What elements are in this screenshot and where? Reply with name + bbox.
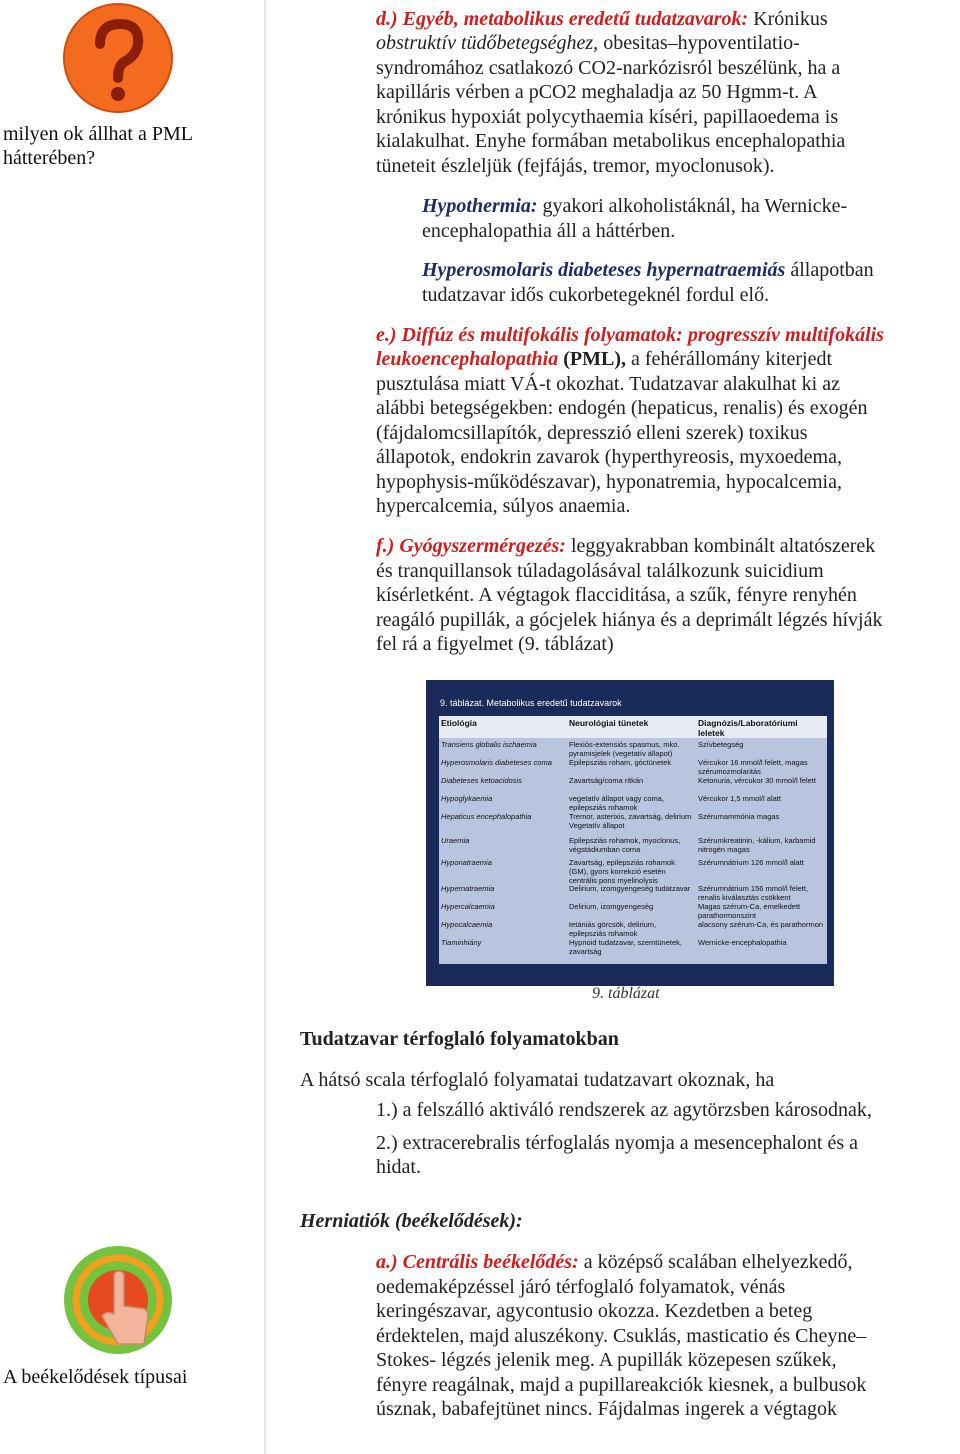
table-cell-diagnosis: Vércukor 1,5 mmol/l alatt (698, 794, 781, 803)
question-mark-icon (62, 2, 174, 114)
pml-question-note: milyen ok állhat a PML hátterében? (3, 123, 193, 169)
metabolic-table-figure (426, 680, 834, 986)
herniation-line-2: oedemaképzéssel járó térfoglaló folyamatok, vénás (376, 1276, 786, 1298)
table-cell-diagnosis: alacsony szérum-Ca, és parathormon (698, 920, 824, 929)
section-f-line-5: fel rá a figyelmet (9. táblázat) (376, 633, 614, 655)
table-cell-etiology: Hypernatraemia (441, 884, 495, 893)
table-cell-etiology: Transiens globalis ischaemia (441, 740, 537, 749)
space-occupying-intro: A hátsó scala térfoglaló folyamatai tudatzavart okoznak, ha (300, 1069, 775, 1091)
table-header-etiology: Etiológia (441, 718, 477, 728)
table-title: 9. táblázat. Metabolikus eredetű tudatzavarok (440, 698, 622, 708)
herniation-line-1: a.) Centrális beékelődés: a középső scalában elhelyezkedő, (376, 1251, 853, 1273)
table-cell-symptoms: Delirium, izomgyengeség (569, 902, 654, 911)
section-f-line-2: és tranquillansok túladagolásával találkozunk suicidium (376, 560, 824, 582)
table-cell-diagnosis: Magas szérum-Ca, emelkedett parathormonszint (698, 902, 801, 920)
table-cell-symptoms: tetániás görcsök, delirium, epilepsziás rohamok (569, 920, 657, 938)
table-cell-diagnosis: Ketonuria, vércukor 30 mmol/l felett (698, 776, 816, 785)
table-cell-etiology: Hypoglykaemia (441, 794, 493, 803)
table-cell-etiology: Diabeteses ketoacidosis (441, 776, 522, 785)
section-d-line-6: kialakulhat. Enyhe formában metabolikus encephalopathia (376, 130, 846, 152)
space-occupying-item-2-cont: hidat. (376, 1156, 421, 1178)
herniation-line-5: Stokes- légzés jelenik meg. A pupillák közepesen szűkek, (376, 1349, 837, 1371)
table-cell-diagnosis: Szérumammónia magas (698, 812, 780, 821)
central-herniation-label: a.) Centrális beékelődés: (376, 1251, 579, 1273)
table-header (439, 716, 827, 738)
section-d-line-4: kapilláris vérben a pCO2 meghaladja az 50 Hgmm-t. A (376, 81, 818, 103)
metabolic-table (439, 716, 827, 964)
table-cell-symptoms: Epilepsziás roham, góctünetek (569, 758, 672, 767)
section-e-line-4: alábbi betegségekben: endogén (hepaticus, renalis) és exogén (376, 397, 868, 419)
table-cell-symptoms: Epilepsziás rohamok, myoclonus, végstádiumban coma (569, 836, 681, 854)
space-occupying-item-2: 2.) extracerebralis térfoglalás nyomja a mesencephalont és a (376, 1132, 859, 1154)
section-f-line-3: kísérletként. A végtagok flacciditása, a szűk, fényre renyhén (376, 584, 857, 606)
section-e-line-6: állapotok, endokrin zavarok (hyperthyreosis, myxoedema, (376, 446, 842, 468)
table-header-symptoms: Neurológiai tünetek (569, 718, 649, 728)
table-cell-diagnosis: Vércukor 16 mmol/l felett, magas szérumozmolaritás (698, 758, 808, 776)
table-cell-symptoms: Flexiós-extensiós spasmus, mko. pyramisjelek (vegetatív állapot) (569, 740, 680, 758)
table-cell-symptoms: vegetatív állapot vagy coma, epilepsziás rohamok (569, 794, 665, 812)
table-cell-diagnosis: Szérumnátrium 126 mmol/l alatt (698, 858, 804, 867)
section-e-line-2: leukoencephalopathia (PML), a fehérállomány kiterjedt (376, 348, 833, 370)
hyperosmolar-line-1: Hyperosmolaris diabeteses hypernatraemiás állapotban (422, 259, 874, 281)
section-d-line-5: krónikus hypoxiát polycythaemia kíséri, papillaoedema is (376, 106, 839, 128)
section-e-label: e.) Diffúz és multifokális folyamatok: progresszív multifokális (376, 324, 884, 346)
table-cell-etiology: Hypercalcaemia (441, 902, 495, 911)
table-cell-symptoms: Tremor, asterixis, zavartság, delirium Vegetatív állapot (569, 812, 692, 830)
table-cell-etiology: Uraemia (441, 836, 470, 845)
herniations-heading: Herniatiók (beékelődések): (300, 1210, 523, 1232)
section-e-line-5: (fájdalomcsillapítók, depresszió elleni szerek) toxikus (376, 422, 808, 444)
margin-sidebar (0, 0, 262, 1454)
table-cell-symptoms: Zavartság/coma ritkán (569, 776, 644, 785)
herniation-line-7: úsznak, babafejtünet nincs. Fájdalmas ingerek a végtagok (376, 1398, 837, 1420)
table-cell-etiology: Hypocalcaemia (441, 920, 493, 929)
table-cell-etiology: Hyponatraemia (441, 858, 492, 867)
section-f-label: f.) Gyógyszermérgezés: (376, 535, 566, 557)
space-occupying-heading: Tudatzavar térfoglaló folyamatokban (300, 1028, 619, 1050)
table-cell-etiology: Hyperosmolaris diabeteses coma (441, 758, 552, 767)
section-d-label: d.) Egyéb, metabolikus eredetű tudatzavarok: (376, 8, 749, 30)
hyperosmolar-term: Hyperosmolaris diabeteses hypernatraemiás (422, 259, 786, 281)
section-d-line-7: tüneteit észleljük (fejfájás, tremor, myoclonusok). (376, 155, 775, 177)
section-d-line-3: syndromához csatlakozó CO2-narkózisról beszélünk, ha a (376, 57, 841, 79)
hypothermia-term: Hypothermia: (422, 195, 538, 217)
herniation-line-3: keringészavar, agycontusio okozza. Kezdetben a beteg (376, 1300, 813, 1322)
table-cell-etiology: Tiaminhiány (441, 938, 482, 947)
section-e-line-8: hypercalcemia, súlyos anaemia. (376, 495, 631, 517)
herniation-line-4: érdektelen, majd aluszékony. Csuklás, masticatio és Cheyne– (376, 1325, 867, 1347)
table-cell-diagnosis: Szívbetegség (698, 740, 744, 749)
table-header-diagnosis: Diagnózis/Laboratóriumi leletek (698, 718, 798, 738)
section-e-line-1 (376, 323, 884, 348)
table-cell-symptoms: Delirium, izomgyengeség tudatzavar (569, 884, 691, 893)
section-f-line-1: f.) Gyógyszermérgezés: leggyakrabban kombinált altatószerek (376, 535, 876, 557)
table-cell-diagnosis: Wernicke-encephalopathia (698, 938, 787, 947)
margin-divider (264, 0, 266, 1454)
section-e-line-3: pusztulása miatt VÁ-t okozhat. Tudatzavar alakulhat ki az (376, 373, 840, 395)
table-cell-symptoms: Hypnoid tudatzavar, szemtünetek, zavartság (569, 938, 682, 956)
table-cell-diagnosis: Szérumkreatinin, -kálium, karbamid nitrogén magas (698, 836, 816, 854)
section-d-line-1: d.) Egyéb, metabolikus eredetű tudatzavarok: Krónikus (376, 8, 828, 30)
section-d-line-2: obstruktív tüdőbetegséghez, obesitas–hypoventilatio- (376, 32, 800, 54)
herniation-types-note: A beékelődések típusai (3, 1366, 188, 1388)
table-cell-diagnosis: Szérumnátrium 156 mmol/l felett, renalis kiválasztás csökkent (698, 884, 809, 902)
table-caption: 9. táblázat (592, 985, 660, 1002)
hyperosmolar-line-2: tudatzavar idős cukorbetegeknél fordul elő. (422, 284, 770, 306)
hypothermia-line-2: encephalopathia áll a háttérben. (422, 220, 676, 242)
hypothermia-line-1: Hypothermia: gyakori alkoholistáknál, ha Wernicke- (422, 195, 848, 217)
section-e-line-7: hypophysis-működészavar), hyponatremia, hypocalcemia, (376, 471, 842, 493)
table-cell-etiology: Hepaticus encephalopathia (441, 812, 532, 821)
pointing-hand-icon (62, 1244, 174, 1356)
section-f-line-4: reagáló pupillák, a gócjelek hiánya és a deprimált légzés hívják (376, 609, 883, 631)
space-occupying-item-1: 1.) a felszálló aktiváló rendszerek az agytörzsben károsodnak, (376, 1099, 872, 1121)
table-cell-symptoms: Zavartság, epilepsziás rohamok (GM), gyors korrekció esetén centrális pons myelinolysis (569, 858, 675, 885)
herniation-line-6: fényre reagálnak, majd a pupillareakciók kiesnek, a bulbusok (376, 1374, 867, 1396)
